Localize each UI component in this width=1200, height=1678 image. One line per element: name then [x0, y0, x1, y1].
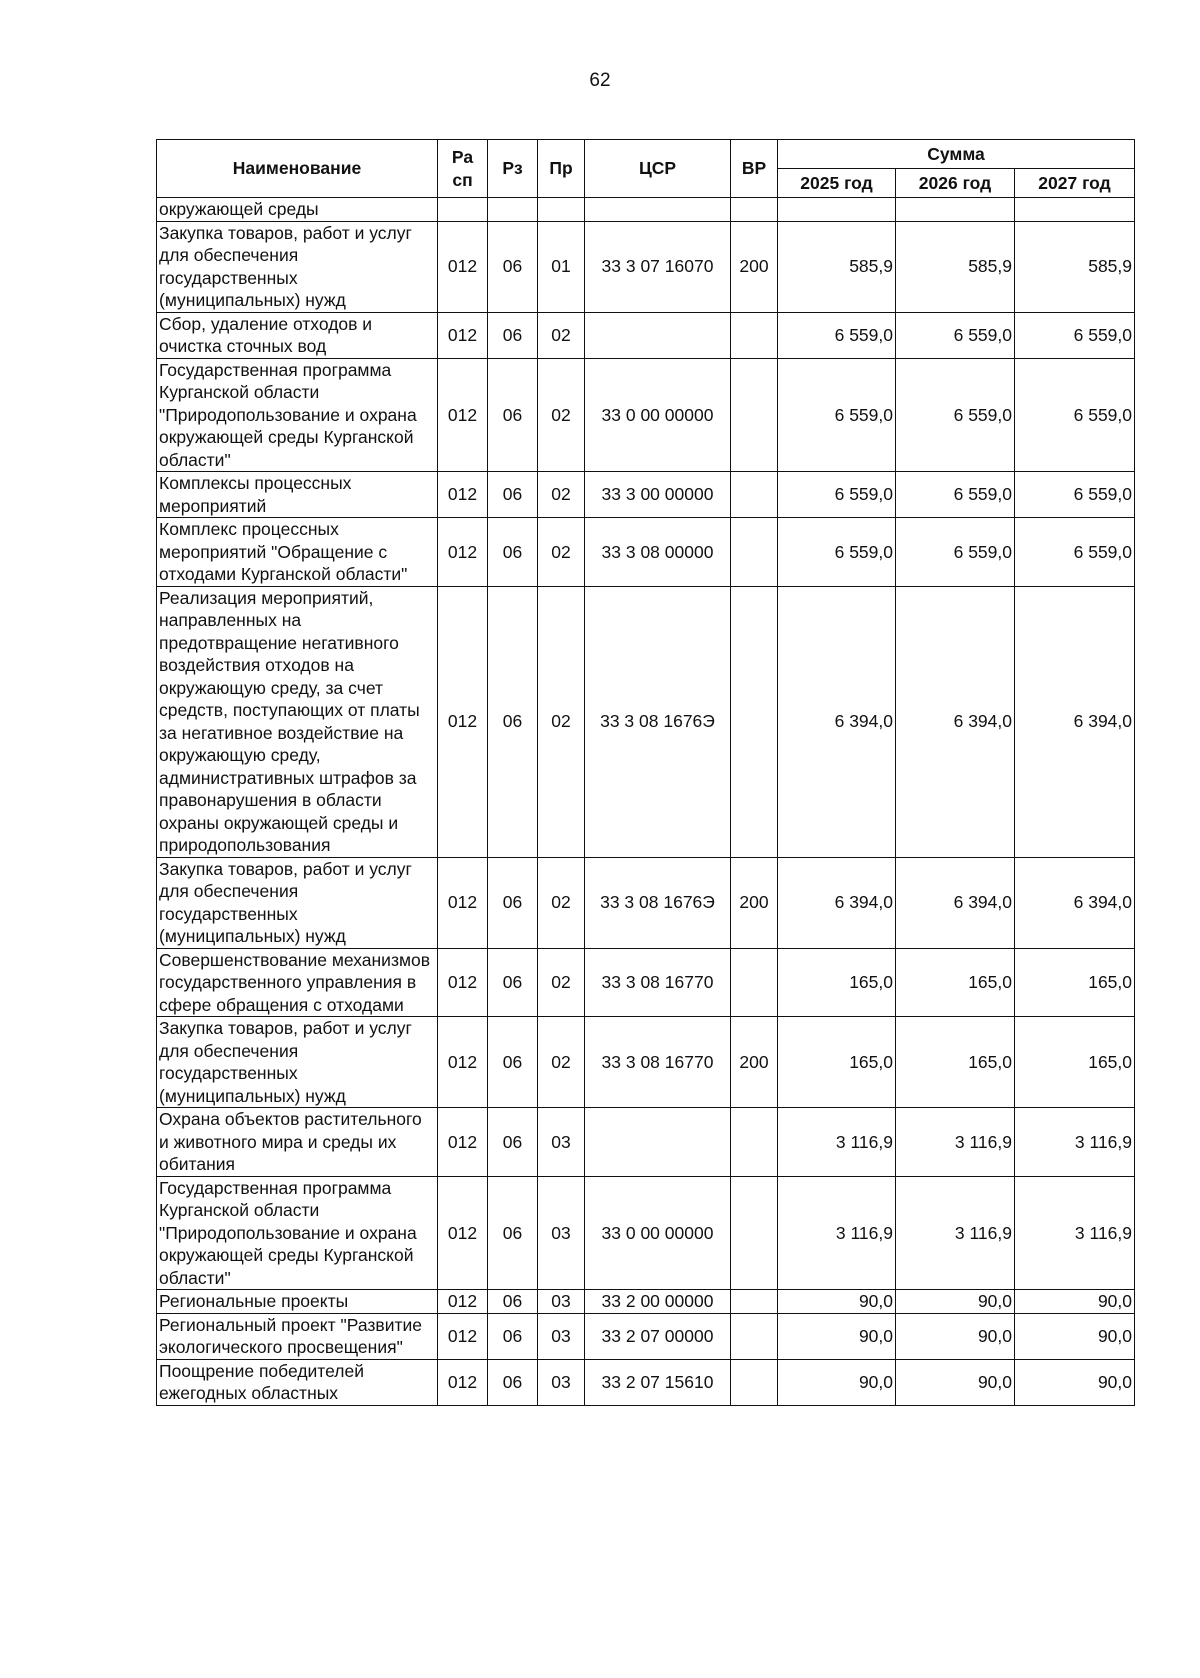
- row-rasp: 012: [438, 1359, 488, 1405]
- row-csr: 33 3 08 16770: [585, 1017, 731, 1108]
- row-rz: 06: [488, 1359, 538, 1405]
- row-rz: 06: [488, 948, 538, 1017]
- row-sum-2027: 165,0: [1015, 948, 1135, 1017]
- row-sum-2025: 90,0: [778, 1290, 896, 1314]
- row-csr: 33 3 00 00000: [585, 472, 731, 518]
- row-rz: [488, 198, 538, 222]
- row-vr: 200: [731, 1017, 778, 1108]
- row-vr: [731, 586, 778, 857]
- row-sum-2025: 585,9: [778, 221, 896, 312]
- row-sum-2026: 6 394,0: [896, 857, 1015, 948]
- row-pr: 01: [538, 221, 585, 312]
- table-row: [157, 1176, 1135, 1290]
- row-vr: [731, 1313, 778, 1359]
- row-rz: 06: [488, 1108, 538, 1177]
- row-sum-2027: 6 394,0: [1015, 857, 1135, 948]
- row-csr: [585, 312, 731, 358]
- row-sum-2027: 165,0: [1015, 1017, 1135, 1108]
- row-sum-2027: 585,9: [1015, 221, 1135, 312]
- row-sum-2025: 3 116,9: [778, 1108, 896, 1177]
- row-csr: 33 0 00 00000: [585, 358, 731, 472]
- row-sum-2027: 6 559,0: [1015, 312, 1135, 358]
- row-name: Поощрение победителей ежегодных областных: [157, 1359, 438, 1405]
- row-sum-2026: 90,0: [896, 1359, 1015, 1405]
- row-name: Охрана объектов растительного и животного мира и среды их обитания: [157, 1108, 438, 1177]
- row-csr: 33 3 08 1676Э: [585, 857, 731, 948]
- row-rasp: 012: [438, 358, 488, 472]
- row-csr: [585, 198, 731, 222]
- row-pr: 03: [538, 1359, 585, 1405]
- row-name: окружающей среды: [157, 198, 438, 222]
- row-pr: 03: [538, 1176, 585, 1290]
- row-vr: [731, 518, 778, 587]
- table-row: [157, 1359, 1135, 1405]
- row-csr: 33 0 00 00000: [585, 1176, 731, 1290]
- table-row: [157, 358, 1135, 472]
- table-row: [157, 1290, 1135, 1314]
- row-csr: 33 3 08 1676Э: [585, 586, 731, 857]
- budget-table: [156, 139, 1135, 1406]
- col-header-sum: Сумма: [778, 140, 1135, 169]
- row-pr: 02: [538, 857, 585, 948]
- row-name: Закупка товаров, работ и услуг для обеспечения государственных (муниципальных) нужд: [157, 221, 438, 312]
- col-header-csr: ЦСР: [585, 140, 731, 198]
- row-sum-2027: 6 394,0: [1015, 586, 1135, 857]
- table-row: [157, 312, 1135, 358]
- col-header-2025: 2025 год: [778, 169, 896, 198]
- row-rz: 06: [488, 857, 538, 948]
- row-rz: 06: [488, 586, 538, 857]
- row-vr: [731, 358, 778, 472]
- row-sum-2026: 6 559,0: [896, 312, 1015, 358]
- row-rasp: 012: [438, 857, 488, 948]
- page-number: 62: [589, 70, 611, 91]
- row-pr: 02: [538, 586, 585, 857]
- table-row: [157, 1017, 1135, 1108]
- row-sum-2025: 165,0: [778, 948, 896, 1017]
- row-sum-2027: 6 559,0: [1015, 518, 1135, 587]
- row-rasp: 012: [438, 518, 488, 587]
- row-sum-2025: 90,0: [778, 1359, 896, 1405]
- row-vr: 200: [731, 221, 778, 312]
- row-sum-2025: 6 559,0: [778, 518, 896, 587]
- row-pr: 03: [538, 1313, 585, 1359]
- col-header-name: Наименование: [157, 140, 438, 198]
- row-vr: [731, 1290, 778, 1314]
- table-body: [157, 198, 1135, 1406]
- row-pr: 02: [538, 358, 585, 472]
- row-name: Комплексы процессных мероприятий: [157, 472, 438, 518]
- row-sum-2027: 3 116,9: [1015, 1176, 1135, 1290]
- row-name: Сбор, удаление отходов и очистка сточных вод: [157, 312, 438, 358]
- row-sum-2026: 6 559,0: [896, 472, 1015, 518]
- row-sum-2026: 3 116,9: [896, 1176, 1015, 1290]
- row-sum-2026: 90,0: [896, 1313, 1015, 1359]
- row-sum-2026: 90,0: [896, 1290, 1015, 1314]
- row-sum-2025: 6 394,0: [778, 857, 896, 948]
- row-pr: 02: [538, 1017, 585, 1108]
- row-rz: 06: [488, 518, 538, 587]
- row-rz: 06: [488, 1176, 538, 1290]
- row-rz: 06: [488, 1313, 538, 1359]
- row-pr: 02: [538, 518, 585, 587]
- row-csr: 33 3 08 00000: [585, 518, 731, 587]
- row-sum-2026: [896, 198, 1015, 222]
- row-sum-2026: 6 559,0: [896, 358, 1015, 472]
- row-sum-2026: 165,0: [896, 1017, 1015, 1108]
- table-row: [157, 198, 1135, 222]
- row-name: Государственная программа Курганской области "Природопользование и охрана окружающей среды Курганской области": [157, 1176, 438, 1290]
- row-sum-2025: 90,0: [778, 1313, 896, 1359]
- row-rz: 06: [488, 1290, 538, 1314]
- col-header-rasp: Ра сп: [438, 140, 488, 198]
- row-csr: 33 3 07 16070: [585, 221, 731, 312]
- row-csr: [585, 1108, 731, 1177]
- row-sum-2025: 6 559,0: [778, 312, 896, 358]
- row-name: Закупка товаров, работ и услуг для обеспечения государственных (муниципальных) нужд: [157, 1017, 438, 1108]
- table-row: [157, 1108, 1135, 1177]
- row-name: Региональные проекты: [157, 1290, 438, 1314]
- row-sum-2026: 3 116,9: [896, 1108, 1015, 1177]
- row-name: Закупка товаров, работ и услуг для обеспечения государственных (муниципальных) нужд: [157, 857, 438, 948]
- row-sum-2026: 6 394,0: [896, 586, 1015, 857]
- row-csr: 33 2 00 00000: [585, 1290, 731, 1314]
- row-vr: [731, 472, 778, 518]
- row-sum-2027: 6 559,0: [1015, 358, 1135, 472]
- row-sum-2025: [778, 198, 896, 222]
- table-row: [157, 1313, 1135, 1359]
- table-row: [157, 518, 1135, 587]
- row-name: Комплекс процессных мероприятий "Обращение с отходами Курганской области": [157, 518, 438, 587]
- row-vr: [731, 1359, 778, 1405]
- row-rasp: 012: [438, 312, 488, 358]
- row-sum-2026: 585,9: [896, 221, 1015, 312]
- col-header-pr: Пр: [538, 140, 585, 198]
- row-name: Совершенствование механизмов государственного управления в сфере обращения с отходами: [157, 948, 438, 1017]
- row-sum-2025: 6 394,0: [778, 586, 896, 857]
- col-header-2027: 2027 год: [1015, 169, 1135, 198]
- row-rz: 06: [488, 221, 538, 312]
- row-sum-2026: 6 559,0: [896, 518, 1015, 587]
- col-header-2026: 2026 год: [896, 169, 1015, 198]
- row-rasp: 012: [438, 472, 488, 518]
- row-vr: [731, 948, 778, 1017]
- table-row: [157, 586, 1135, 857]
- row-pr: 02: [538, 948, 585, 1017]
- row-vr: [731, 198, 778, 222]
- row-rasp: 012: [438, 1290, 488, 1314]
- table-row: [157, 221, 1135, 312]
- row-rasp: 012: [438, 948, 488, 1017]
- row-name: Государственная программа Курганской области "Природопользование и охрана окружающей среды Курганской области": [157, 358, 438, 472]
- row-csr: 33 2 07 00000: [585, 1313, 731, 1359]
- row-rz: 06: [488, 312, 538, 358]
- row-vr: [731, 312, 778, 358]
- table-header: [157, 140, 1135, 198]
- row-sum-2025: 6 559,0: [778, 472, 896, 518]
- row-rasp: 012: [438, 1017, 488, 1108]
- row-sum-2025: 3 116,9: [778, 1176, 896, 1290]
- row-sum-2027: 90,0: [1015, 1290, 1135, 1314]
- col-header-rz: Рз: [488, 140, 538, 198]
- row-rz: 06: [488, 1017, 538, 1108]
- row-sum-2027: 6 559,0: [1015, 472, 1135, 518]
- row-sum-2027: 90,0: [1015, 1313, 1135, 1359]
- row-rasp: 012: [438, 586, 488, 857]
- row-sum-2027: 3 116,9: [1015, 1108, 1135, 1177]
- row-vr: [731, 1108, 778, 1177]
- row-rasp: 012: [438, 1176, 488, 1290]
- table-row: [157, 857, 1135, 948]
- col-header-vr: ВР: [731, 140, 778, 198]
- row-pr: 02: [538, 312, 585, 358]
- row-pr: 03: [538, 1108, 585, 1177]
- row-name: Реализация мероприятий, направленных на предотвращение негативного воздействия отходов на окружающую среду, за счет средств, поступающих от платы за негативное воздействие на окружающую среду, административных штрафов за правонарушения в области охраны окружающей среды и природопользования: [157, 586, 438, 857]
- row-csr: 33 3 08 16770: [585, 948, 731, 1017]
- row-pr: 02: [538, 472, 585, 518]
- row-rasp: [438, 198, 488, 222]
- row-sum-2026: 165,0: [896, 948, 1015, 1017]
- row-rz: 06: [488, 358, 538, 472]
- table-row: [157, 948, 1135, 1017]
- row-pr: 03: [538, 1290, 585, 1314]
- row-rasp: 012: [438, 1108, 488, 1177]
- row-csr: 33 2 07 15610: [585, 1359, 731, 1405]
- row-rz: 06: [488, 472, 538, 518]
- row-vr: [731, 1176, 778, 1290]
- row-name: Региональный проект "Развитие экологического просвещения": [157, 1313, 438, 1359]
- row-sum-2025: 165,0: [778, 1017, 896, 1108]
- row-sum-2027: [1015, 198, 1135, 222]
- row-rasp: 012: [438, 221, 488, 312]
- row-vr: 200: [731, 857, 778, 948]
- row-sum-2027: 90,0: [1015, 1359, 1135, 1405]
- row-pr: [538, 198, 585, 222]
- row-rasp: 012: [438, 1313, 488, 1359]
- table-row: [157, 472, 1135, 518]
- row-sum-2025: 6 559,0: [778, 358, 896, 472]
